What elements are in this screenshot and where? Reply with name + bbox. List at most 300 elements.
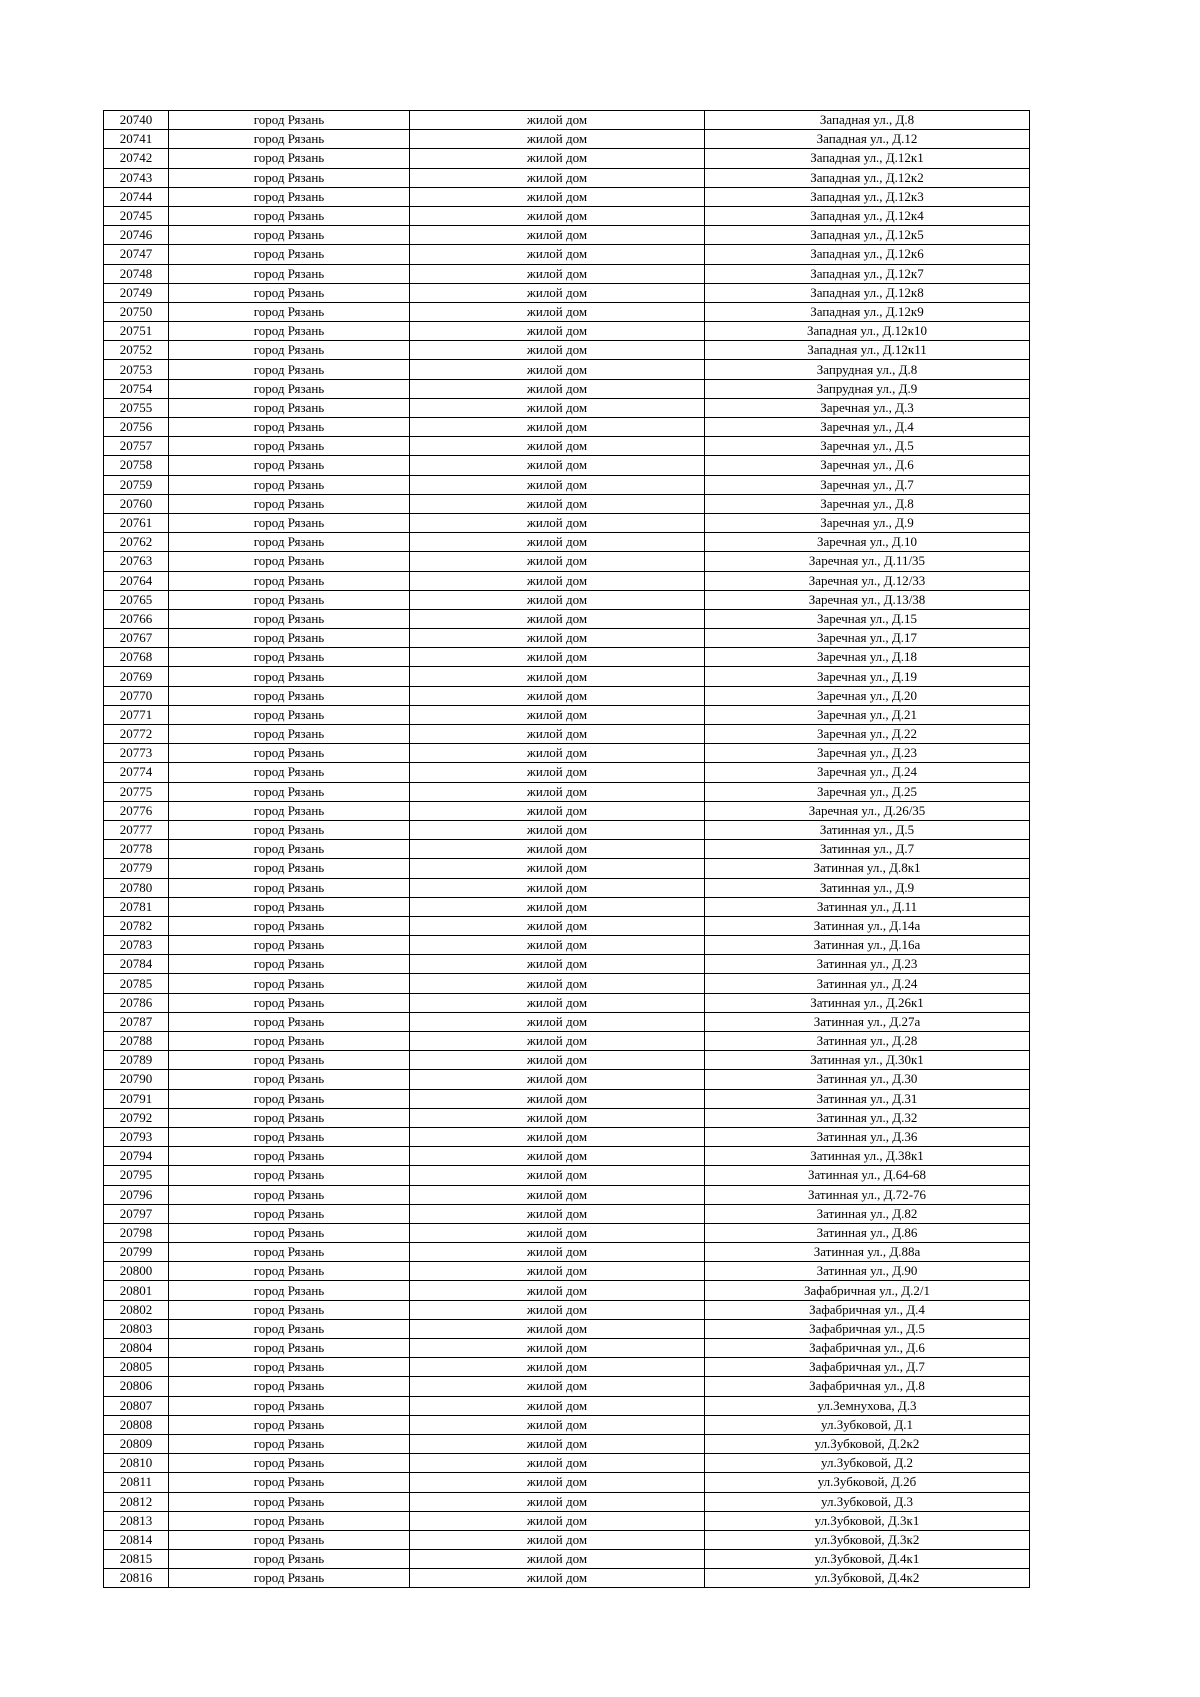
object-type-cell: жилой дом bbox=[410, 1454, 705, 1473]
object-type-cell: жилой дом bbox=[410, 475, 705, 494]
object-type-cell: жилой дом bbox=[410, 840, 705, 859]
city-cell: город Рязань bbox=[169, 341, 410, 360]
table-row bbox=[104, 1147, 1030, 1166]
address-cell: Затинная ул., Д.82 bbox=[705, 1204, 1030, 1223]
object-type-cell: жилой дом bbox=[410, 1300, 705, 1319]
city-cell: город Рязань bbox=[169, 744, 410, 763]
table-row bbox=[104, 1089, 1030, 1108]
city-cell: город Рязань bbox=[169, 897, 410, 916]
city-cell: город Рязань bbox=[169, 590, 410, 609]
table-row bbox=[104, 1108, 1030, 1127]
object-type-cell: жилой дом bbox=[410, 552, 705, 571]
table-row bbox=[104, 686, 1030, 705]
table-row bbox=[104, 974, 1030, 993]
address-cell: Затинная ул., Д.30к1 bbox=[705, 1051, 1030, 1070]
city-cell: город Рязань bbox=[169, 878, 410, 897]
address-cell: Западная ул., Д.12 bbox=[705, 130, 1030, 149]
object-type-cell: жилой дом bbox=[410, 1166, 705, 1185]
row-number-cell: 20761 bbox=[104, 513, 169, 532]
object-type-cell: жилой дом bbox=[410, 226, 705, 245]
row-number-cell: 20807 bbox=[104, 1396, 169, 1415]
table-row bbox=[104, 705, 1030, 724]
address-cell: Затинная ул., Д.28 bbox=[705, 1032, 1030, 1051]
row-number-cell: 20808 bbox=[104, 1415, 169, 1434]
row-number-cell: 20770 bbox=[104, 686, 169, 705]
object-type-cell: жилой дом bbox=[410, 322, 705, 341]
row-number-cell: 20769 bbox=[104, 667, 169, 686]
city-cell: город Рязань bbox=[169, 725, 410, 744]
table-row bbox=[104, 398, 1030, 417]
address-cell: Западная ул., Д.12к11 bbox=[705, 341, 1030, 360]
address-cell: ул.Зубковой, Д.2б bbox=[705, 1473, 1030, 1492]
address-cell: Заречная ул., Д.5 bbox=[705, 437, 1030, 456]
address-cell: Зафабричная ул., Д.7 bbox=[705, 1358, 1030, 1377]
city-cell: город Рязань bbox=[169, 513, 410, 532]
row-number-cell: 20765 bbox=[104, 590, 169, 609]
city-cell: город Рязань bbox=[169, 1012, 410, 1031]
row-number-cell: 20745 bbox=[104, 206, 169, 225]
address-cell: Затинная ул., Д.26к1 bbox=[705, 993, 1030, 1012]
table-row bbox=[104, 1415, 1030, 1434]
city-cell: город Рязань bbox=[169, 322, 410, 341]
row-number-cell: 20805 bbox=[104, 1358, 169, 1377]
object-type-cell: жилой дом bbox=[410, 648, 705, 667]
city-cell: город Рязань bbox=[169, 705, 410, 724]
city-cell: город Рязань bbox=[169, 1185, 410, 1204]
address-cell: Заречная ул., Д.8 bbox=[705, 494, 1030, 513]
city-cell: город Рязань bbox=[169, 782, 410, 801]
address-cell: Затинная ул., Д.88а bbox=[705, 1243, 1030, 1262]
object-type-cell: жилой дом bbox=[410, 1569, 705, 1588]
row-number-cell: 20810 bbox=[104, 1454, 169, 1473]
table-row bbox=[104, 782, 1030, 801]
city-cell: город Рязань bbox=[169, 1569, 410, 1588]
object-type-cell: жилой дом bbox=[410, 360, 705, 379]
object-type-cell: жилой дом bbox=[410, 111, 705, 130]
object-type-cell: жилой дом bbox=[410, 1415, 705, 1434]
address-cell: ул.Зубковой, Д.3 bbox=[705, 1492, 1030, 1511]
row-number-cell: 20784 bbox=[104, 955, 169, 974]
address-cell: ул.Зубковой, Д.4к1 bbox=[705, 1550, 1030, 1569]
row-number-cell: 20751 bbox=[104, 322, 169, 341]
object-type-cell: жилой дом bbox=[410, 897, 705, 916]
table-row bbox=[104, 1473, 1030, 1492]
object-type-cell: жилой дом bbox=[410, 206, 705, 225]
object-type-cell: жилой дом bbox=[410, 1434, 705, 1453]
table-row bbox=[104, 1454, 1030, 1473]
row-number-cell: 20758 bbox=[104, 456, 169, 475]
object-type-cell: жилой дом bbox=[410, 763, 705, 782]
city-cell: город Рязань bbox=[169, 1377, 410, 1396]
object-type-cell: жилой дом bbox=[410, 149, 705, 168]
table-row bbox=[104, 1166, 1030, 1185]
table-row bbox=[104, 1281, 1030, 1300]
city-cell: город Рязань bbox=[169, 552, 410, 571]
object-type-cell: жилой дом bbox=[410, 1339, 705, 1358]
city-cell: город Рязань bbox=[169, 1204, 410, 1223]
row-number-cell: 20766 bbox=[104, 609, 169, 628]
address-cell: Западная ул., Д.12к6 bbox=[705, 245, 1030, 264]
row-number-cell: 20798 bbox=[104, 1223, 169, 1242]
city-cell: город Рязань bbox=[169, 801, 410, 820]
object-type-cell: жилой дом bbox=[410, 916, 705, 935]
table-row bbox=[104, 1070, 1030, 1089]
table-row bbox=[104, 1127, 1030, 1146]
city-cell: город Рязань bbox=[169, 245, 410, 264]
row-number-cell: 20800 bbox=[104, 1262, 169, 1281]
row-number-cell: 20806 bbox=[104, 1377, 169, 1396]
object-type-cell: жилой дом bbox=[410, 725, 705, 744]
row-number-cell: 20801 bbox=[104, 1281, 169, 1300]
city-cell: город Рязань bbox=[169, 1089, 410, 1108]
city-cell: город Рязань bbox=[169, 1108, 410, 1127]
object-type-cell: жилой дом bbox=[410, 609, 705, 628]
address-cell: Заречная ул., Д.19 bbox=[705, 667, 1030, 686]
object-type-cell: жилой дом bbox=[410, 302, 705, 321]
object-type-cell: жилой дом bbox=[410, 686, 705, 705]
city-cell: город Рязань bbox=[169, 130, 410, 149]
table-row bbox=[104, 552, 1030, 571]
address-cell: Западная ул., Д.12к9 bbox=[705, 302, 1030, 321]
city-cell: город Рязань bbox=[169, 936, 410, 955]
object-type-cell: жилой дом bbox=[410, 533, 705, 552]
object-type-cell: жилой дом bbox=[410, 437, 705, 456]
row-number-cell: 20759 bbox=[104, 475, 169, 494]
table-row bbox=[104, 1434, 1030, 1453]
row-number-cell: 20741 bbox=[104, 130, 169, 149]
city-cell: город Рязань bbox=[169, 1070, 410, 1089]
city-cell: город Рязань bbox=[169, 1530, 410, 1549]
address-cell: Зафабричная ул., Д.5 bbox=[705, 1319, 1030, 1338]
address-cell: Затинная ул., Д.27а bbox=[705, 1012, 1030, 1031]
object-type-cell: жилой дом bbox=[410, 1223, 705, 1242]
address-cell: Затинная ул., Д.31 bbox=[705, 1089, 1030, 1108]
table-row bbox=[104, 1550, 1030, 1569]
row-number-cell: 20763 bbox=[104, 552, 169, 571]
address-cell: Западная ул., Д.12к1 bbox=[705, 149, 1030, 168]
address-cell: Заречная ул., Д.20 bbox=[705, 686, 1030, 705]
city-cell: город Рязань bbox=[169, 1166, 410, 1185]
row-number-cell: 20746 bbox=[104, 226, 169, 245]
address-cell: Заречная ул., Д.17 bbox=[705, 629, 1030, 648]
table-row bbox=[104, 245, 1030, 264]
object-type-cell: жилой дом bbox=[410, 705, 705, 724]
table-row bbox=[104, 533, 1030, 552]
city-cell: город Рязань bbox=[169, 206, 410, 225]
object-type-cell: жилой дом bbox=[410, 801, 705, 820]
row-number-cell: 20792 bbox=[104, 1108, 169, 1127]
object-type-cell: жилой дом bbox=[410, 1012, 705, 1031]
address-cell: Западная ул., Д.12к4 bbox=[705, 206, 1030, 225]
row-number-cell: 20752 bbox=[104, 341, 169, 360]
table-row bbox=[104, 168, 1030, 187]
row-number-cell: 20772 bbox=[104, 725, 169, 744]
city-cell: город Рязань bbox=[169, 187, 410, 206]
table-row bbox=[104, 859, 1030, 878]
row-number-cell: 20740 bbox=[104, 111, 169, 130]
object-type-cell: жилой дом bbox=[410, 1396, 705, 1415]
address-cell: Западная ул., Д.12к2 bbox=[705, 168, 1030, 187]
row-number-cell: 20814 bbox=[104, 1530, 169, 1549]
row-number-cell: 20804 bbox=[104, 1339, 169, 1358]
object-type-cell: жилой дом bbox=[410, 629, 705, 648]
object-type-cell: жилой дом bbox=[410, 1089, 705, 1108]
address-cell: Зафабричная ул., Д.6 bbox=[705, 1339, 1030, 1358]
table-row bbox=[104, 936, 1030, 955]
object-type-cell: жилой дом bbox=[410, 1032, 705, 1051]
object-type-cell: жилой дом bbox=[410, 878, 705, 897]
row-number-cell: 20748 bbox=[104, 264, 169, 283]
object-type-cell: жилой дом bbox=[410, 130, 705, 149]
city-cell: город Рязань bbox=[169, 1032, 410, 1051]
row-number-cell: 20788 bbox=[104, 1032, 169, 1051]
address-cell: ул.Зубковой, Д.3к1 bbox=[705, 1511, 1030, 1530]
object-type-cell: жилой дом bbox=[410, 590, 705, 609]
object-type-cell: жилой дом bbox=[410, 955, 705, 974]
row-number-cell: 20799 bbox=[104, 1243, 169, 1262]
row-number-cell: 20789 bbox=[104, 1051, 169, 1070]
row-number-cell: 20796 bbox=[104, 1185, 169, 1204]
object-type-cell: жилой дом bbox=[410, 418, 705, 437]
object-type-cell: жилой дом bbox=[410, 1185, 705, 1204]
table-row bbox=[104, 667, 1030, 686]
object-type-cell: жилой дом bbox=[410, 571, 705, 590]
city-cell: город Рязань bbox=[169, 667, 410, 686]
city-cell: город Рязань bbox=[169, 379, 410, 398]
object-type-cell: жилой дом bbox=[410, 936, 705, 955]
table-row bbox=[104, 993, 1030, 1012]
table-row bbox=[104, 801, 1030, 820]
table-row bbox=[104, 1300, 1030, 1319]
table-row bbox=[104, 571, 1030, 590]
object-type-cell: жилой дом bbox=[410, 1492, 705, 1511]
address-table bbox=[103, 110, 1030, 1588]
address-cell: Затинная ул., Д.72-76 bbox=[705, 1185, 1030, 1204]
row-number-cell: 20777 bbox=[104, 820, 169, 839]
table-row bbox=[104, 1358, 1030, 1377]
row-number-cell: 20755 bbox=[104, 398, 169, 417]
table-row bbox=[104, 1569, 1030, 1588]
table-row bbox=[104, 130, 1030, 149]
object-type-cell: жилой дом bbox=[410, 744, 705, 763]
city-cell: город Рязань bbox=[169, 1319, 410, 1338]
row-number-cell: 20767 bbox=[104, 629, 169, 648]
address-cell: ул.Зубковой, Д.1 bbox=[705, 1415, 1030, 1434]
object-type-cell: жилой дом bbox=[410, 283, 705, 302]
address-cell: Западная ул., Д.8 bbox=[705, 111, 1030, 130]
address-cell: Затинная ул., Д.36 bbox=[705, 1127, 1030, 1146]
address-cell: Заречная ул., Д.18 bbox=[705, 648, 1030, 667]
address-cell: ул.Зубковой, Д.3к2 bbox=[705, 1530, 1030, 1549]
city-cell: город Рязань bbox=[169, 1415, 410, 1434]
city-cell: город Рязань bbox=[169, 648, 410, 667]
object-type-cell: жилой дом bbox=[410, 820, 705, 839]
table-row bbox=[104, 1262, 1030, 1281]
address-cell: Заречная ул., Д.10 bbox=[705, 533, 1030, 552]
row-number-cell: 20816 bbox=[104, 1569, 169, 1588]
city-cell: город Рязань bbox=[169, 974, 410, 993]
address-cell: Заречная ул., Д.4 bbox=[705, 418, 1030, 437]
city-cell: город Рязань bbox=[169, 264, 410, 283]
address-cell: Заречная ул., Д.7 bbox=[705, 475, 1030, 494]
row-number-cell: 20774 bbox=[104, 763, 169, 782]
row-number-cell: 20753 bbox=[104, 360, 169, 379]
address-cell: ул.Зубковой, Д.2 bbox=[705, 1454, 1030, 1473]
object-type-cell: жилой дом bbox=[410, 341, 705, 360]
row-number-cell: 20779 bbox=[104, 859, 169, 878]
table-row bbox=[104, 456, 1030, 475]
table-row bbox=[104, 590, 1030, 609]
city-cell: город Рязань bbox=[169, 1396, 410, 1415]
table-row bbox=[104, 1243, 1030, 1262]
row-number-cell: 20811 bbox=[104, 1473, 169, 1492]
address-cell: Заречная ул., Д.15 bbox=[705, 609, 1030, 628]
row-number-cell: 20778 bbox=[104, 840, 169, 859]
row-number-cell: 20768 bbox=[104, 648, 169, 667]
table-row bbox=[104, 379, 1030, 398]
row-number-cell: 20785 bbox=[104, 974, 169, 993]
object-type-cell: жилой дом bbox=[410, 245, 705, 264]
address-cell: Запрудная ул., Д.9 bbox=[705, 379, 1030, 398]
address-cell: Заречная ул., Д.21 bbox=[705, 705, 1030, 724]
row-number-cell: 20803 bbox=[104, 1319, 169, 1338]
row-number-cell: 20809 bbox=[104, 1434, 169, 1453]
object-type-cell: жилой дом bbox=[410, 513, 705, 532]
table-row bbox=[104, 725, 1030, 744]
object-type-cell: жилой дом bbox=[410, 1051, 705, 1070]
row-number-cell: 20764 bbox=[104, 571, 169, 590]
object-type-cell: жилой дом bbox=[410, 1204, 705, 1223]
object-type-cell: жилой дом bbox=[410, 667, 705, 686]
address-cell: Затинная ул., Д.9 bbox=[705, 878, 1030, 897]
address-cell: Затинная ул., Д.64-68 bbox=[705, 1166, 1030, 1185]
address-cell: Заречная ул., Д.25 bbox=[705, 782, 1030, 801]
address-cell: Затинная ул., Д.8к1 bbox=[705, 859, 1030, 878]
city-cell: город Рязань bbox=[169, 763, 410, 782]
row-number-cell: 20783 bbox=[104, 936, 169, 955]
city-cell: город Рязань bbox=[169, 1339, 410, 1358]
row-number-cell: 20776 bbox=[104, 801, 169, 820]
address-cell: Зафабричная ул., Д.2/1 bbox=[705, 1281, 1030, 1300]
city-cell: город Рязань bbox=[169, 149, 410, 168]
row-number-cell: 20786 bbox=[104, 993, 169, 1012]
object-type-cell: жилой дом bbox=[410, 456, 705, 475]
table-row bbox=[104, 475, 1030, 494]
city-cell: город Рязань bbox=[169, 302, 410, 321]
table-row bbox=[104, 840, 1030, 859]
city-cell: город Рязань bbox=[169, 916, 410, 935]
city-cell: город Рязань bbox=[169, 840, 410, 859]
address-cell: Заречная ул., Д.23 bbox=[705, 744, 1030, 763]
row-number-cell: 20756 bbox=[104, 418, 169, 437]
address-cell: Зафабричная ул., Д.4 bbox=[705, 1300, 1030, 1319]
table-row bbox=[104, 763, 1030, 782]
city-cell: город Рязань bbox=[169, 1550, 410, 1569]
row-number-cell: 20790 bbox=[104, 1070, 169, 1089]
city-cell: город Рязань bbox=[169, 533, 410, 552]
city-cell: город Рязань bbox=[169, 168, 410, 187]
row-number-cell: 20754 bbox=[104, 379, 169, 398]
row-number-cell: 20750 bbox=[104, 302, 169, 321]
address-cell: Западная ул., Д.12к7 bbox=[705, 264, 1030, 283]
row-number-cell: 20760 bbox=[104, 494, 169, 513]
city-cell: город Рязань bbox=[169, 1147, 410, 1166]
object-type-cell: жилой дом bbox=[410, 1262, 705, 1281]
object-type-cell: жилой дом bbox=[410, 379, 705, 398]
table-row bbox=[104, 1377, 1030, 1396]
object-type-cell: жилой дом bbox=[410, 1147, 705, 1166]
table-row bbox=[104, 264, 1030, 283]
address-cell: Заречная ул., Д.26/35 bbox=[705, 801, 1030, 820]
address-cell: Западная ул., Д.12к10 bbox=[705, 322, 1030, 341]
city-cell: город Рязань bbox=[169, 111, 410, 130]
object-type-cell: жилой дом bbox=[410, 1127, 705, 1146]
row-number-cell: 20782 bbox=[104, 916, 169, 935]
table-row bbox=[104, 302, 1030, 321]
table-row bbox=[104, 1339, 1030, 1358]
table-row bbox=[104, 226, 1030, 245]
city-cell: город Рязань bbox=[169, 494, 410, 513]
city-cell: город Рязань bbox=[169, 226, 410, 245]
row-number-cell: 20757 bbox=[104, 437, 169, 456]
row-number-cell: 20802 bbox=[104, 1300, 169, 1319]
row-number-cell: 20812 bbox=[104, 1492, 169, 1511]
address-cell: Заречная ул., Д.22 bbox=[705, 725, 1030, 744]
object-type-cell: жилой дом bbox=[410, 1358, 705, 1377]
address-cell: Затинная ул., Д.30 bbox=[705, 1070, 1030, 1089]
address-cell: ул.Зубковой, Д.4к2 bbox=[705, 1569, 1030, 1588]
city-cell: город Рязань bbox=[169, 993, 410, 1012]
table-row bbox=[104, 1051, 1030, 1070]
city-cell: город Рязань bbox=[169, 859, 410, 878]
table-row bbox=[104, 609, 1030, 628]
table-row bbox=[104, 916, 1030, 935]
table-row bbox=[104, 744, 1030, 763]
object-type-cell: жилой дом bbox=[410, 168, 705, 187]
city-cell: город Рязань bbox=[169, 475, 410, 494]
address-cell: Затинная ул., Д.86 bbox=[705, 1223, 1030, 1242]
table-row bbox=[104, 494, 1030, 513]
row-number-cell: 20744 bbox=[104, 187, 169, 206]
address-cell: Заречная ул., Д.24 bbox=[705, 763, 1030, 782]
object-type-cell: жилой дом bbox=[410, 264, 705, 283]
table-row bbox=[104, 437, 1030, 456]
object-type-cell: жилой дом bbox=[410, 859, 705, 878]
city-cell: город Рязань bbox=[169, 1358, 410, 1377]
address-cell: Заречная ул., Д.12/33 bbox=[705, 571, 1030, 590]
city-cell: город Рязань bbox=[169, 629, 410, 648]
row-number-cell: 20775 bbox=[104, 782, 169, 801]
city-cell: город Рязань bbox=[169, 456, 410, 475]
table-row bbox=[104, 206, 1030, 225]
city-cell: город Рязань bbox=[169, 283, 410, 302]
object-type-cell: жилой дом bbox=[410, 1550, 705, 1569]
table-row bbox=[104, 878, 1030, 897]
row-number-cell: 20780 bbox=[104, 878, 169, 897]
table-row bbox=[104, 1492, 1030, 1511]
address-cell: Западная ул., Д.12к8 bbox=[705, 283, 1030, 302]
table-row bbox=[104, 1032, 1030, 1051]
row-number-cell: 20813 bbox=[104, 1511, 169, 1530]
object-type-cell: жилой дом bbox=[410, 187, 705, 206]
object-type-cell: жилой дом bbox=[410, 1319, 705, 1338]
table-row bbox=[104, 187, 1030, 206]
city-cell: город Рязань bbox=[169, 360, 410, 379]
table-body bbox=[104, 111, 1030, 1588]
row-number-cell: 20749 bbox=[104, 283, 169, 302]
address-cell: Заречная ул., Д.13/38 bbox=[705, 590, 1030, 609]
address-cell: Заречная ул., Д.11/35 bbox=[705, 552, 1030, 571]
